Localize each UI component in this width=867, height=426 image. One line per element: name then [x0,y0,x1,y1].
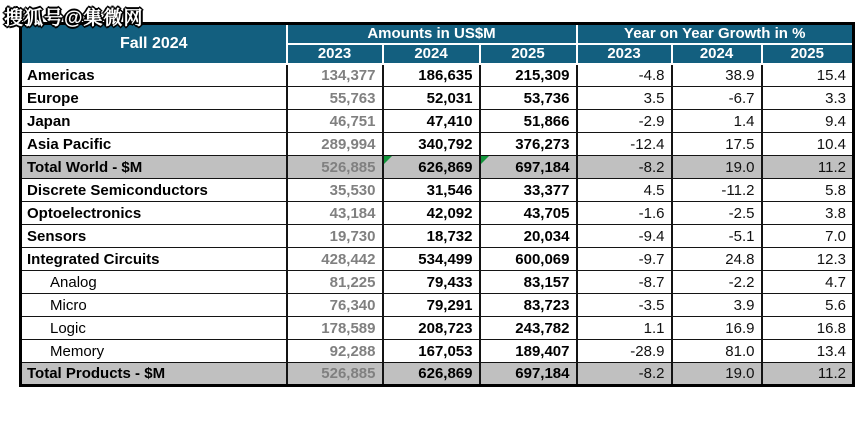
amount-2024: 626,869 [383,363,480,386]
growth-2023: -8.2 [577,156,672,179]
amount-2023: 55,763 [287,87,383,110]
amount-2025: 43,705 [480,202,577,225]
growth-2025: 9.4 [762,110,854,133]
growth-2024: 38.9 [672,64,762,87]
growth-2025: 5.6 [762,294,854,317]
growth-2023: -8.2 [577,363,672,386]
amount-2025: 697,184 [480,363,577,386]
row-label: Discrete Semiconductors [21,179,287,202]
growth-2023: -2.9 [577,110,672,133]
amount-2023: 289,994 [287,133,383,156]
amount-2025: 189,407 [480,340,577,363]
row-label: Logic [21,317,287,340]
amount-2025: 33,377 [480,179,577,202]
semiconductor-forecast-table [19,22,855,387]
growth-2024: 1.4 [672,110,762,133]
amount-2023: 76,340 [287,294,383,317]
row-label: Total World - $M [21,156,287,179]
growth-2024: 19.0 [672,156,762,179]
amount-2025: 20,034 [480,225,577,248]
growth-2024: -5.1 [672,225,762,248]
table-row-total-world [21,156,854,179]
growth-2023: 3.5 [577,87,672,110]
amount-2024: 31,546 [383,179,480,202]
amount-2025: 83,157 [480,271,577,294]
row-label: Sensors [21,225,287,248]
year-header-amounts-2024: 2024 [383,44,480,64]
growth-2025: 16.8 [762,317,854,340]
group-header-amounts: Amounts in US$M [287,24,577,44]
amount-2024: 186,635 [383,64,480,87]
year-header-amounts-2023: 2023 [287,44,383,64]
amount-2025: 83,723 [480,294,577,317]
row-label: Japan [21,110,287,133]
amount-2024 [383,156,480,179]
table-row-europe [21,87,854,110]
table-row-analog [21,271,854,294]
growth-2025: 12.3 [762,248,854,271]
amount-2023: 526,885 [287,363,383,386]
amount-value: 626,869 [418,158,473,176]
growth-2025: 11.2 [762,156,854,179]
growth-2023: 4.5 [577,179,672,202]
row-label: Analog [21,271,287,294]
amount-2024: 534,499 [383,248,480,271]
row-label: Micro [21,294,287,317]
growth-2025: 13.4 [762,340,854,363]
growth-2024: 3.9 [672,294,762,317]
amount-2024: 47,410 [383,110,480,133]
row-label: Total Products - $M [21,363,287,386]
amount-2025 [480,156,577,179]
year-header-growth-2025: 2025 [762,44,854,64]
growth-2025: 5.8 [762,179,854,202]
amount-2023: 92,288 [287,340,383,363]
sohu-watermark: 搜狐号@集微网 [4,8,144,29]
row-label: Optoelectronics [21,202,287,225]
growth-2025: 3.3 [762,87,854,110]
growth-2024: 19.0 [672,363,762,386]
amount-2025: 51,866 [480,110,577,133]
table-row-logic [21,317,854,340]
growth-2025: 11.2 [762,363,854,386]
growth-2023: -4.8 [577,64,672,87]
header-row-groups [21,24,854,44]
table-row-optoelectronics [21,202,854,225]
excel-error-triangle-icon [384,156,392,164]
growth-2023: -9.4 [577,225,672,248]
amount-2024: 340,792 [383,133,480,156]
amount-2023: 46,751 [287,110,383,133]
amount-2024: 79,291 [383,294,480,317]
row-label: Americas [21,64,287,87]
amount-2024: 42,092 [383,202,480,225]
year-header-growth-2024: 2024 [672,44,762,64]
table-row-sensors [21,225,854,248]
amount-2025: 215,309 [480,64,577,87]
growth-2025: 10.4 [762,133,854,156]
amount-2023: 178,589 [287,317,383,340]
amount-2025: 600,069 [480,248,577,271]
amount-2024: 208,723 [383,317,480,340]
growth-2023: -1.6 [577,202,672,225]
amount-2024: 167,053 [383,340,480,363]
row-label: Europe [21,87,287,110]
amount-2024: 79,433 [383,271,480,294]
growth-2023: -12.4 [577,133,672,156]
amount-2024: 18,732 [383,225,480,248]
growth-2024: -2.5 [672,202,762,225]
table-row-micro [21,294,854,317]
growth-2023: -8.7 [577,271,672,294]
table-row-discrete [21,179,854,202]
year-header-growth-2023: 2023 [577,44,672,64]
growth-2024: -6.7 [672,87,762,110]
growth-2024: 16.9 [672,317,762,340]
growth-2024: 17.5 [672,133,762,156]
amount-2023: 428,442 [287,248,383,271]
amount-2023: 526,885 [287,156,383,179]
row-label: Asia Pacific [21,133,287,156]
row-label: Integrated Circuits [21,248,287,271]
growth-2024: -2.2 [672,271,762,294]
group-header-growth: Year on Year Growth in % [577,24,854,44]
table-row-japan [21,110,854,133]
growth-2024: -11.2 [672,179,762,202]
amount-2023: 134,377 [287,64,383,87]
row-label: Memory [21,340,287,363]
table-row-americas [21,64,854,87]
growth-2025: 3.8 [762,202,854,225]
amount-2023: 19,730 [287,225,383,248]
table-header [21,24,854,64]
growth-2025: 4.7 [762,271,854,294]
growth-2024: 81.0 [672,340,762,363]
growth-2023: 1.1 [577,317,672,340]
amount-2023: 81,225 [287,271,383,294]
growth-2023: -9.7 [577,248,672,271]
amount-2024: 52,031 [383,87,480,110]
table-row-memory [21,340,854,363]
amount-2023: 43,184 [287,202,383,225]
growth-2024: 24.8 [672,248,762,271]
table-row-total-products [21,363,854,386]
growth-2023: -3.5 [577,294,672,317]
excel-error-triangle-icon [481,156,489,164]
amount-2023: 35,530 [287,179,383,202]
table-row-asia-pacific [21,133,854,156]
table-row-integrated-circuits [21,248,854,271]
amount-2025: 376,273 [480,133,577,156]
corner-header-fall-2024: Fall 2024 [21,24,287,64]
growth-2025: 7.0 [762,225,854,248]
amount-2025: 53,736 [480,87,577,110]
growth-2025: 15.4 [762,64,854,87]
amount-value: 697,184 [515,158,570,176]
growth-2023: -28.9 [577,340,672,363]
year-header-amounts-2025: 2025 [480,44,577,64]
amount-2025: 243,782 [480,317,577,340]
